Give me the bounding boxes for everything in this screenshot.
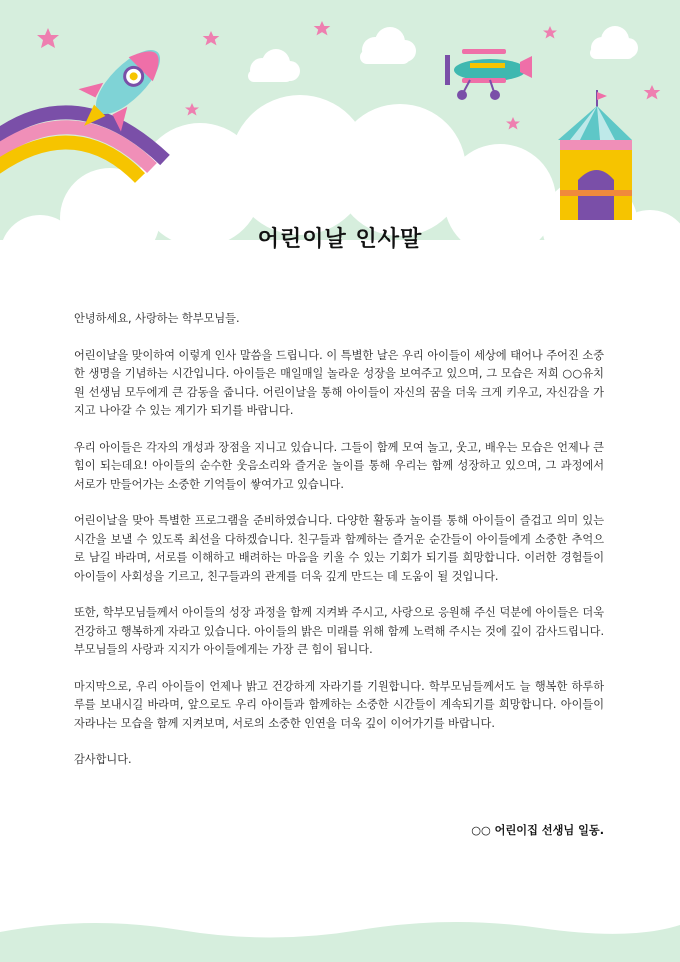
signature: ○○ 어린이집 선생님 일동. (471, 824, 604, 837)
greeting: 안녕하세요, 사랑하는 학부모님들. (74, 312, 240, 325)
airplane-icon (445, 49, 532, 100)
closing: 감사합니다. (74, 753, 132, 766)
paragraph: 또한, 학부모님들께서 아이들의 성장 과정을 함께 지켜봐 주시고, 사랑으로 응원해 주신 덕분에 아이들은 더욱 건강하고 행복하게 자라고 있습니다. 아이들의 밝은 미래를 위해 함께 노력해 주시는 것에 깊이 감사드립니다. 부모님들의 사랑과 지지가 아이들에게는 가장 큰 힘이 됩니다. (74, 606, 604, 656)
paragraph: 마지막으로, 우리 아이들이 언제나 밝고 건강하게 자라기를 기원합니다. 학부모님들께서도 늘 행복한 하루하루를 보내시길 바라며, 앞으로도 우리 아이들과 함께하는 소중한 시간들이 계속되기를 희망합니다. 아이들이 자라나는 모습을 함께 지켜보며, 서로의 소중한 인연을 더욱 깊이 이어가기를 바랍니다. (74, 679, 604, 730)
paragraph: 우리 아이들은 각자의 개성과 장점을 지니고 있습니다. 그들이 함께 모여 놀고, 웃고, 배우는 모습은 언제나 큰 힘이 되는데요! 아이들의 순수한 웃음소리와 즐거운 놀이를 통해 우리는 함께 성장하고 있으며, 그 과정에서 서로가 만들어가는 소중한 기억들이 쌓여가고 있습니다. (74, 440, 604, 491)
letter-body (74, 310, 604, 788)
page-title: 어린이날 인사말 (257, 227, 423, 252)
cloud-icon (360, 27, 416, 64)
paragraph: 어린이날을 맞아 특별한 프로그램을 준비하였습니다. 다양한 활동과 놀이를 통해 아이들이 즐겁고 의미 있는 시간을 보낼 수 있도록 최선을 다하겠습니다. 친구들과 함께하는 즐거운 순간들이 아이들에게 소중한 추억으로 남길 바라며, 서로를 이해하고 배려하는 마음을 키울 수 있는 기회가 되기를 희망합니다. 이러한 경험들이 아이들이 사회성을 기르고, 친구들과의 관계를 더욱 깊게 만드는 데 도움이 될 것입니다. (74, 514, 604, 583)
cloud-icon (590, 26, 638, 59)
rainbow-icon (0, 112, 165, 180)
tent-icon (558, 90, 632, 220)
cloud-icon (248, 49, 300, 82)
paragraph: 어린이날을 맞이하여 이렇게 인사 말씀을 드립니다. 이 특별한 날은 우리 아이들이 세상에 태어나 주어진 소중한 생명을 기념하는 시간입니다. 아이들은 매일매일 놀라운 성장을 보여주고 있으며, 그 모습은 저희 ○○유치원 선생님 모두에게 큰 감동을 줍니다. 어린이날을 통해 아이들이 자신의 꿈을 더욱 크게 키우고, 자신감을 가지고 나아갈 수 있는 계기가 되기를 바랍니다. (74, 348, 604, 417)
